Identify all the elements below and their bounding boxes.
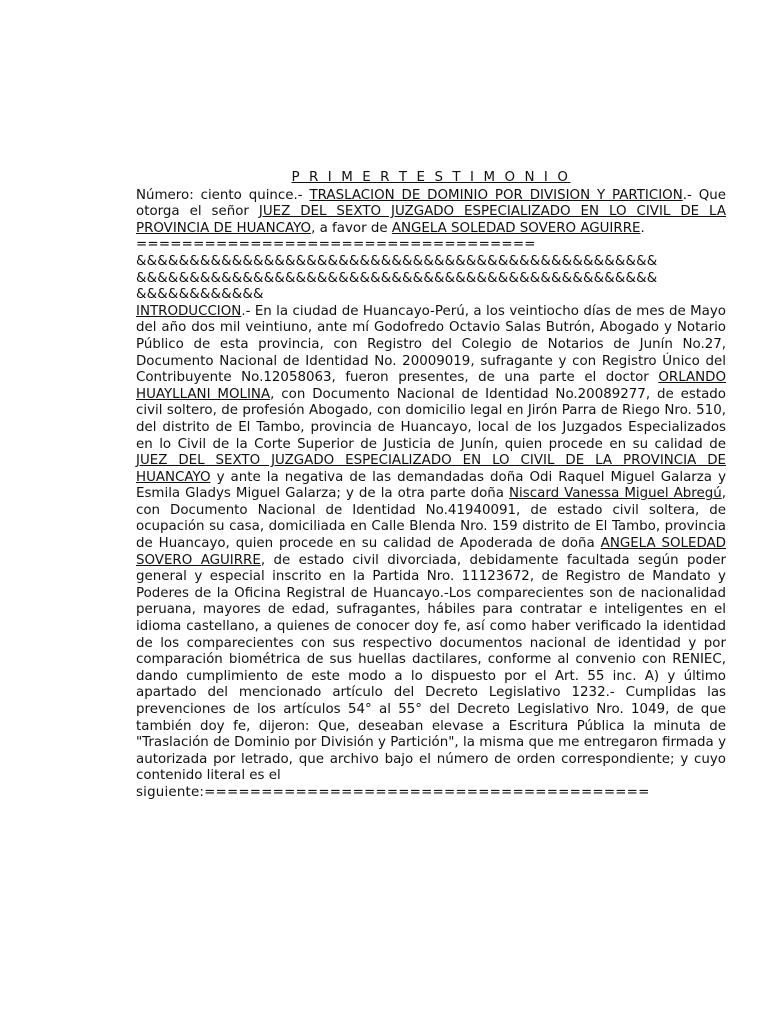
- intro-text-2: , con Documento Nacional de Identidad No.20089277, de estado civil soltero, de profesión Abogado, con domicilio legal en Jirón Parra de Riego Nro. 510, del distrito de El Tambo, provincia de Huancayo, local de los Juzgados Especializados en lo Civil de la Corte Superior de Justicia de Junín, quien procede en su calidad de: [136, 386, 726, 452]
- beneficiaria-name: ANGELA SOLEDAD SOVERO AGUIRRE: [391, 220, 641, 236]
- acto-title: TRASLACION DE DOMINIO POR DIVISION Y PARTICION: [309, 187, 683, 203]
- header-text-3: .: [640, 220, 645, 236]
- header-text-1: .- Que otorga el señor: [136, 187, 726, 220]
- juez-title: JUEZ DEL SEXTO JUZGADO ESPECIALIZADO EN LO CIVIL DE LA PROVINCIA DE HUANCAYO: [136, 453, 726, 485]
- document-page: [136, 170, 726, 802]
- otorgante-name: JUEZ DEL SEXTO JUZGADO ESPECIALIZADO EN LO CIVIL DE LA PROVINCIA DE HUANCAYO: [136, 204, 726, 236]
- intro-text-4: , con Documento Nacional de Identidad No.41940091, de estado civil soltera, de ocupación su casa, domiciliada en Calle Blenda Nro. 159 distrito de El Tambo, provincia de Huancayo, quien procede en su calidad de Apoderada de doña: [136, 486, 726, 552]
- separator-equals: ===================================: [136, 237, 536, 253]
- angela-name: ANGELA SOLEDAD SOVERO AGUIRRE: [136, 536, 726, 568]
- doctor-name: ORLANDO HUAYLLANI MOLINA: [136, 370, 726, 402]
- intro-last-line: siguiente:=======================================: [136, 784, 650, 800]
- separator-amp-2: &&&&&&&&&&&&&&&&&&&&&&&&&&&&&&&&&&&&&&&&&&&&&&&&&: [136, 270, 658, 286]
- document-title: P R I M E R T E S T I M O N I O: [291, 170, 571, 185]
- apoderada-name: Niscard Vanessa Miguel Abregú: [509, 486, 722, 502]
- intro-text-5: , de estado civil divorciada, debidamente facultada según poder general y especial inscrito en la Partida Nro. 11123672, de Registro de Mandato y Poderes de la Oficina Registral de Huancayo.-Los comparecientes son de nacionalidad peruana, mayores de edad, sufragantes, hábiles para contratar e inteligentes en el idioma castellano, a quienes de conocer doy fe, así como haber verificado la identidad de los comparecientes con sus respectivo documentos nacional de identidad y por comparación biométrica de sus huellas dactilares, conforme al convenio con RENIEC, dando cumplimiento de este modo a lo dispuesto por el Art. 55 inc. A) y último apartado del mencionado artículo del Decreto Legislativo 1232.- Cumplidas las prevenciones de los artículos 54° al 55° del Decreto Legislativo Nro. 1049, de que también doy fe, dijeron: Que, deseaban elevase a Escritura Pública la minuta de "Traslación de Dominio por División y Partición", la misma que me entregaron firmada y autorizada por letrado, que archivo bajo el número de orden correspondiente; y cuyo contenido literal es el: [136, 552, 726, 784]
- numero-label: Número: ciento quince.-: [136, 187, 310, 203]
- intro-text-3: y ante la negativa de las demandadas doña Odi Raquel Miguel Galarza y Esmila Gladys Miguel Galarza; y de la otra parte doña: [136, 469, 726, 502]
- introduccion-paragraph: [136, 304, 726, 785]
- intro-text-1: .- En la ciudad de Huancayo-Perú, a los veintiocho días de mes de Mayo del año dos mil veintiuno, ante mí Godofredo Octavio Salas Butrón, Abogado y Notario Público de esta provincia, con Registro del Colegio de Notarios de Junín No.27, Documento Nacional de Identidad No. 20009019, sufragante y con Registro Único del Contribuyente No.12058063, fueron presentes, de una parte el doctor: [136, 303, 726, 386]
- introduccion-label: INTRODUCCION: [136, 303, 242, 319]
- header-text-2: , a favor de: [311, 220, 392, 236]
- header-paragraph: [136, 188, 726, 238]
- separator-amp-1: &&&&&&&&&&&&&&&&&&&&&&&&&&&&&&&&&&&&&&&&&&&&&&&&&: [136, 253, 658, 269]
- separator-amp-3: &&&&&&&&&&&&: [136, 287, 264, 303]
